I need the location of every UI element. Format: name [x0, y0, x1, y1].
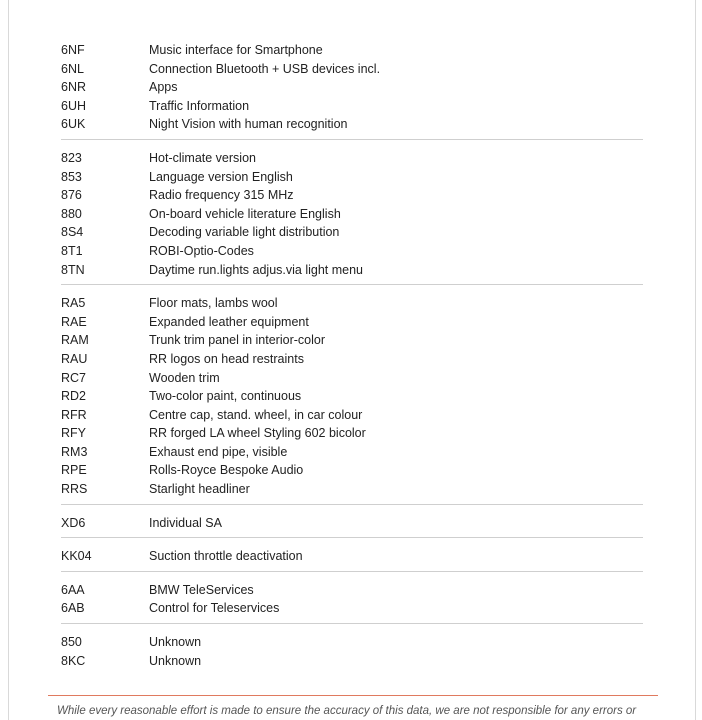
option-code: RC7: [61, 370, 87, 385]
option-code: XD6: [61, 515, 86, 530]
option-row: [61, 149, 643, 168]
option-description: Individual SA: [149, 515, 222, 530]
option-code: 880: [61, 206, 82, 221]
option-description: ROBI-Optio-Codes: [149, 243, 254, 258]
option-group: [61, 514, 643, 539]
option-description: Traffic Information: [149, 98, 250, 113]
option-code: RD2: [61, 389, 87, 404]
option-description: Starlight headliner: [149, 482, 250, 497]
option-code: RFY: [61, 426, 86, 441]
option-description: Two-color paint, continuous: [149, 389, 302, 404]
option-description: Centre cap, stand. wheel, in car colour: [149, 407, 363, 422]
option-row: [61, 78, 643, 97]
option-description: Night Vision with human recognition: [149, 117, 348, 132]
option-row: [61, 480, 643, 499]
option-row: [61, 223, 643, 242]
option-code: RAU: [61, 351, 88, 366]
option-row: [61, 387, 643, 406]
option-code: 853: [61, 169, 82, 184]
option-row: [61, 599, 643, 618]
option-code: RAE: [61, 314, 87, 329]
option-code: 850: [61, 635, 82, 650]
option-row: [61, 514, 643, 533]
option-row: [61, 633, 643, 652]
option-code: RRS: [61, 482, 88, 497]
option-row: [61, 186, 643, 205]
option-row: [61, 41, 643, 60]
option-code: 6NF: [61, 43, 85, 57]
option-description: RR logos on head restraints: [149, 351, 304, 366]
option-description: Connection Bluetooth + USB devices incl.: [149, 61, 381, 76]
option-row: [61, 294, 643, 313]
option-code: KK04: [61, 549, 92, 564]
document-page: [8, 0, 696, 720]
option-group: [61, 581, 643, 624]
option-group: [61, 41, 643, 140]
option-description: Radio frequency 315 MHz: [149, 188, 294, 203]
option-row: [61, 168, 643, 187]
option-row: [61, 97, 643, 116]
option-description: Unknown: [149, 635, 202, 650]
option-row: [61, 205, 643, 224]
option-group: [61, 149, 643, 285]
option-row: [61, 406, 643, 425]
option-description: Hot-climate version: [149, 150, 256, 165]
option-code: 8TN: [61, 262, 85, 277]
option-description: Rolls-Royce Bespoke Audio: [149, 463, 304, 478]
option-code: RFR: [61, 407, 87, 422]
option-row: [61, 581, 643, 600]
option-code: RAM: [61, 333, 89, 348]
option-code: 823: [61, 150, 82, 165]
option-code: 6NR: [61, 80, 87, 95]
option-row: [61, 424, 643, 443]
option-group: [61, 633, 643, 675]
option-code: 6AA: [61, 582, 85, 597]
option-description: Apps: [149, 80, 178, 95]
option-code: 8KC: [61, 653, 86, 668]
option-description: RR forged LA wheel Styling 602 bicolor: [149, 426, 366, 441]
option-row: [61, 443, 643, 462]
option-row: [61, 331, 643, 350]
option-code: 8S4: [61, 225, 84, 240]
option-description: Trunk trim panel in interior-color: [149, 333, 325, 348]
option-row: [61, 350, 643, 369]
option-description: Daytime run.lights adjus.via light menu: [149, 262, 363, 277]
option-row: [61, 461, 643, 480]
option-description: Expanded leather equipment: [149, 314, 309, 329]
option-row: [61, 242, 643, 261]
option-code-list: [61, 41, 643, 684]
option-row: [61, 115, 643, 134]
option-code: 6UK: [61, 117, 86, 132]
option-description: Music interface for Smartphone: [149, 43, 323, 57]
option-group: [61, 547, 643, 572]
option-row: [61, 313, 643, 332]
option-code: 6UH: [61, 98, 87, 113]
option-description: Floor mats, lambs wool: [149, 296, 278, 311]
option-code: RA5: [61, 296, 86, 311]
option-row: [61, 261, 643, 280]
option-description: Decoding variable light distribution: [149, 225, 340, 240]
option-row: [61, 369, 643, 388]
option-row: [61, 547, 643, 566]
option-code: 6NL: [61, 61, 84, 76]
option-group: [61, 294, 643, 505]
option-code: 6AB: [61, 601, 85, 616]
option-row: [61, 652, 643, 671]
option-description: On-board vehicle literature English: [149, 206, 341, 221]
option-row: [61, 60, 643, 79]
option-code: 8T1: [61, 243, 83, 258]
disclaimer-text: While every reasonable effort is made to ensure the accuracy of this data, we are not responsible for any errors or: [57, 705, 637, 717]
option-description: Unknown: [149, 653, 202, 668]
footer-divider: [48, 695, 658, 696]
option-description: Language version English: [149, 169, 293, 184]
option-description: BMW TeleServices: [149, 582, 254, 597]
option-description: Wooden trim: [149, 370, 220, 385]
option-code: 876: [61, 188, 82, 203]
option-description: Exhaust end pipe, visible: [149, 444, 288, 459]
option-code: RPE: [61, 463, 87, 478]
option-description: Control for Teleservices: [149, 601, 280, 616]
option-description: Suction throttle deactivation: [149, 549, 303, 564]
option-code: RM3: [61, 444, 88, 459]
